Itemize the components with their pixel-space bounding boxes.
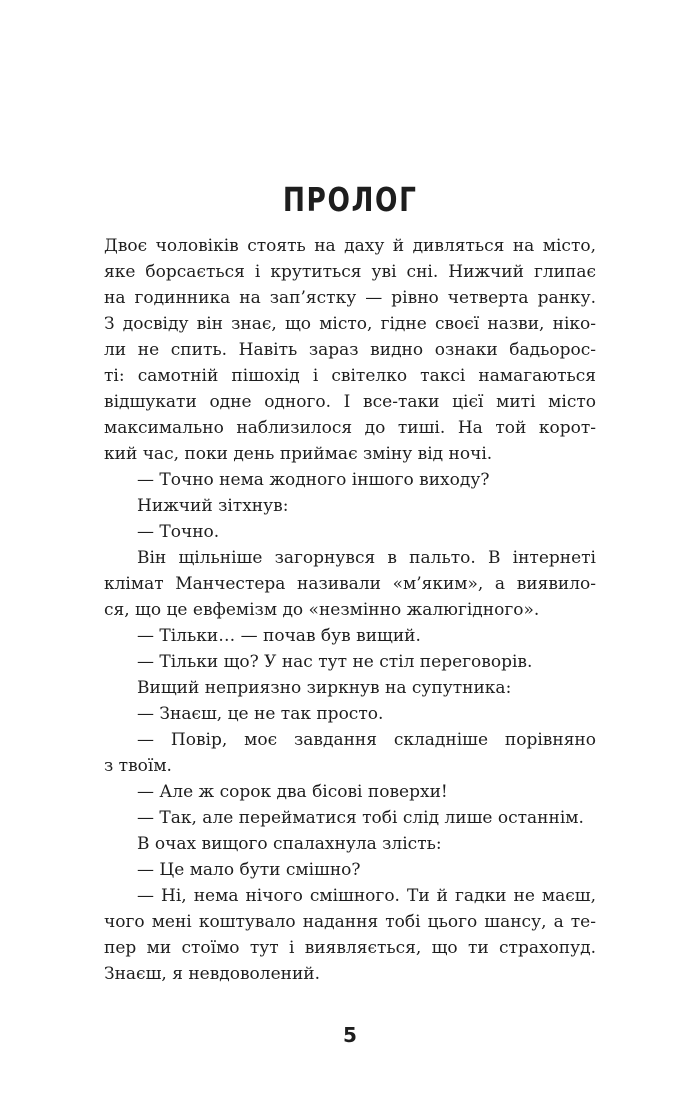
paragraph [104,649,596,675]
text-line: на годинника на зап’ястку — рівно четверта ранку. [104,288,596,308]
text-line: — Точно нема жодного іншого виходу? [137,470,490,490]
text-line: ли не спить. Навіть зараз видно ознаки бадьорос- [104,340,596,360]
text-line: Знаєш, я невдоволений. [104,964,321,984]
paragraph [104,493,596,519]
text-line: з твоїм. [104,756,172,776]
text-line: Він щільніше загорнувся в пальто. В інтернеті [137,548,596,568]
paragraph [104,857,596,883]
text-line: — Але ж сорок два бісові поверхи! [137,782,448,802]
text-line: Нижчий зітхнув: [137,496,289,516]
text-line: пер ми стоїмо тут і виявляється, що ти страхопуд. [104,938,596,958]
text-line: — Ні, нема нічого смішного. Ти й гадки не маєш, [137,886,596,906]
text-block [104,233,596,987]
text-line: — Тільки що? У нас тут не стіл переговорів. [137,652,533,672]
paragraph [104,779,596,805]
text-line: клімат Манчестера називали «м’яким», а виявило- [104,574,596,594]
paragraph [104,519,596,545]
text-line: ті: самотній пішохід і світелко таксі намагаються [104,366,596,386]
text-line: В очах вищого спалахнула злість: [137,834,442,854]
text-line: — Точно. [137,522,220,542]
paragraph [104,545,596,623]
paragraph [104,883,596,987]
paragraph [104,675,596,701]
text-line: відшукати одне одного. І все-таки цієї миті місто [104,392,596,412]
text-line: З досвіду він знає, що місто, гідне своєї назви, ніко- [104,314,596,334]
paragraph [104,467,596,493]
chapter-heading [0,180,700,224]
paragraph [104,831,596,857]
text-line: Двоє чоловіків стоять на даху й дивляться на місто, [104,236,596,256]
text-line: чого мені коштувало надання тобі цього шансу, а те- [104,912,596,932]
text-line: — Це мало бути смішно? [137,860,361,880]
text-line: кий час, поки день приймає зміну від ночі. [104,444,493,464]
paragraph [104,727,596,779]
text-line: Вищий неприязно зиркнув на супутника: [137,678,512,698]
text-line: — Повір, моє завдання складніше порівняно [137,730,596,750]
page-number: 5 [343,1023,357,1047]
text-line: — Знаєш, це не так просто. [137,704,384,724]
text-line: — Тільки… — почав був вищий. [137,626,421,646]
paragraph [104,701,596,727]
paragraph [104,805,596,831]
paragraph [104,233,596,467]
text-line: — Так, але перейматися тобі слід лише останнім. [137,808,584,828]
paragraph [104,623,596,649]
text-line: максимально наблизилося до тиші. На той корот- [104,418,596,438]
text-line: ся, що це евфемізм до «незмінно жалюгідного». [104,600,540,620]
page-title: ПРОЛОГ [282,180,418,219]
text-line: яке борсається і крутиться уві сні. Нижчий глипає [104,262,596,282]
